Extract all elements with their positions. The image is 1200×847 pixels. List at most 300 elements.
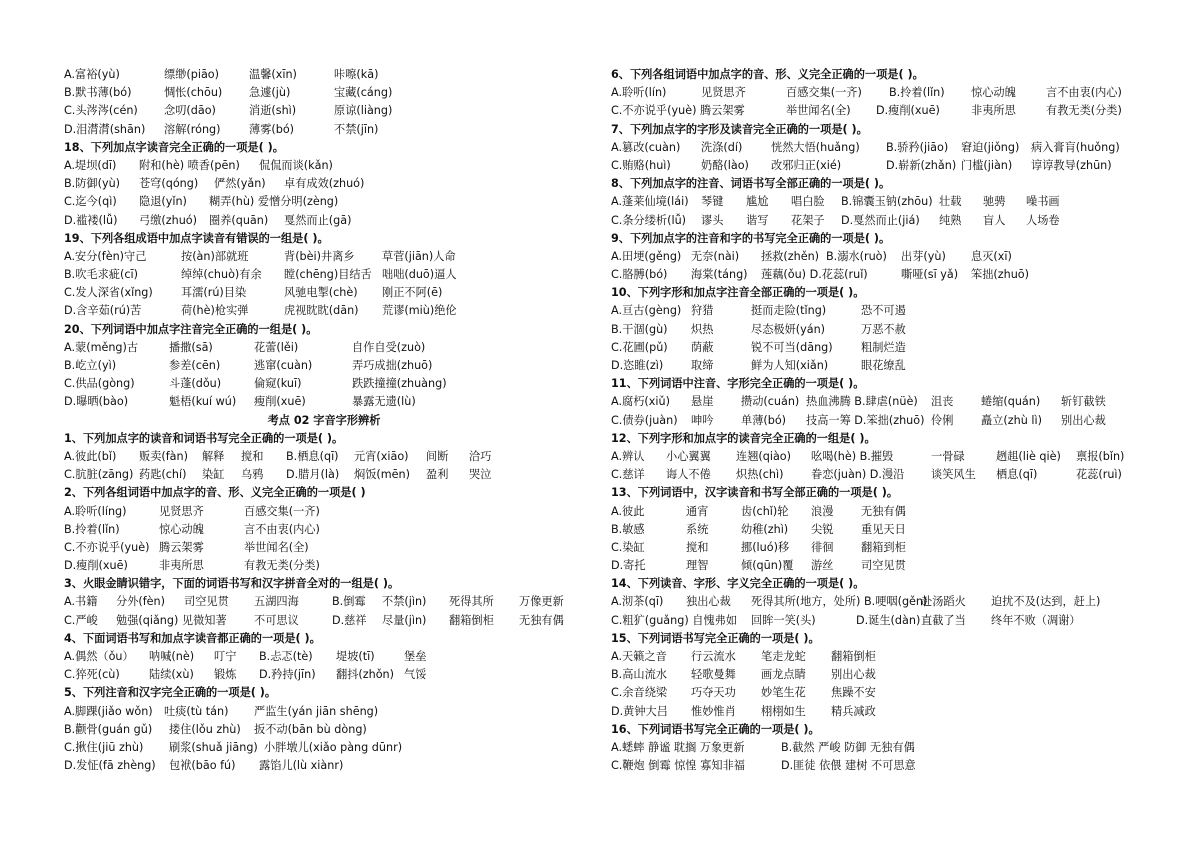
text-segment: 念叨(dāo) [164,104,216,118]
text-segment: C.猝死(cù) [64,668,120,682]
text-segment: 一骨碌 [931,449,965,463]
text-segment: C.发人深省(xǐng) [64,286,153,300]
text-segment: 挺而走险(tǐng) [751,304,827,318]
text-segment: 不禁(jīn) [334,122,379,136]
text-segment: 乌鸦 [241,468,264,482]
text-segment: 缥缈(piāo) [164,68,220,81]
text-segment: 诲人不倦 [666,468,711,482]
text-segment: A.安分(fèn)守己 [64,249,147,263]
option-line [64,375,584,393]
left-column [64,66,584,775]
text-segment: B.敏感 [611,522,645,536]
text-segment: 倫窥(kuī) [254,377,302,391]
option-line [611,521,1141,539]
text-segment: 鲜为人知(xiǎn) [751,359,829,372]
question-line [611,121,1141,139]
question-line [611,484,1141,502]
text-segment: D.泪潸潸(shān) [64,122,146,136]
text-segment: 6、下列各组词语中加点字的音、形、义完全正确的一项是( )。 [611,68,924,81]
text-segment: 谬头 [701,213,724,227]
text-segment: 糊弄(hù) 爱憎分明(zèng) [209,195,339,209]
option-line [64,648,584,666]
option-line [64,121,584,139]
text-segment: 见贤思齐 [701,86,746,100]
text-segment: 魁梧(kuí wú) [169,395,237,409]
text-segment: 系统 [686,522,709,536]
option-line [64,175,584,193]
text-segment: 栖息(qī) [996,468,1038,482]
text-segment: 通宵 [686,504,709,518]
text-segment: 非夷所思 [971,104,1016,118]
text-segment: 矗立(zhù lì) [981,413,1042,427]
text-segment: 无独有偶 [861,504,906,518]
text-segment: 草菅(jiān)人命 [382,249,456,263]
text-segment: C.余音绕梁 [611,686,668,700]
text-segment: B.截然 严峻 防御 无独有偶 [781,740,915,754]
text-segment: 尽态极妍(yán) [751,322,826,336]
option-line [611,612,1141,630]
option-line [611,157,1141,175]
text-segment: A.聆听(lín) [611,86,667,100]
text-segment: 纯熟 [939,213,962,227]
text-segment: 有教无类(分类) [244,559,320,573]
question-line [611,175,1141,193]
text-segment: 扳不动(bān bù dòng) [254,722,367,736]
option-line [611,393,1141,411]
text-segment: 徘徊 [811,540,834,554]
text-segment: 死得其所 [449,595,494,609]
text-segment: C.严峻 [64,613,98,627]
text-segment: A.天籁之音 [611,650,667,663]
text-segment: C.揪住(jiū zhù) [64,740,144,754]
text-segment: 海棠(táng) [691,268,748,282]
text-segment: 小心翼翼 [666,449,711,463]
text-segment: 吆喝(hè) B.摧毁 [811,449,894,463]
option-line [611,193,1141,211]
text-segment: 13、下列词语中，汉字读音和书写全部正确的一项是( )。 [611,486,899,500]
option-line [611,757,1141,775]
question-line [611,284,1141,302]
text-segment: C.不亦说乎(yuè) [64,540,150,554]
text-segment: 自作自受(zuò) [352,340,426,354]
text-segment: 20、下列词语中加点字注音完全正确的一组是( )。 [64,322,318,336]
text-segment: 药匙(chí) [139,468,187,482]
question-line [611,575,1141,593]
option-line [64,66,584,84]
text-segment: 急遽(jù) [249,86,291,100]
option-line [611,102,1141,120]
text-segment: 严监生(yán jiān shēng) [254,704,379,718]
text-segment: 悬崖 [691,395,714,409]
text-segment: 栩栩如生 [761,704,806,718]
text-segment: C.染缸 [611,540,645,554]
text-segment: 洽巧 [469,449,492,463]
text-segment: 热血沸腾 B.肆虐(nüè) [806,395,918,409]
text-segment: 哭泣 [469,468,492,482]
text-segment: 莲藕(ǒu) D.花蕊(ruǐ) [761,268,868,282]
text-segment: 司空见贯 [184,595,229,609]
text-segment: A.偶然（ǒu） [64,650,134,663]
text-segment: 暴露无遗(lù) [352,395,416,409]
text-segment: 翻抖(zhǒn) [336,668,395,682]
text-segment: 赴汤蹈火 [921,595,966,609]
text-segment: 惊心动魄 [159,522,204,536]
text-segment: 呐喊(nè) [149,650,195,663]
text-segment: 搅和 [686,540,709,554]
text-segment: 附和(hè) 喷香(pēn) [139,158,240,172]
text-segment: 病入膏肓(huǒng) [1031,140,1120,154]
option-line [64,393,584,411]
text-segment: A.亘古(gèng) [611,304,682,318]
text-segment: 焦躁不安 [831,686,876,700]
text-segment: C.胳膊(bó) [611,268,668,282]
text-segment: 7、下列加点字的字形及读音完全正确的一项是( )。 [611,122,868,136]
text-segment: 笨拙(zhuō) [971,268,1030,282]
text-segment: C.头涔涔(cén) [64,104,138,118]
option-line [64,666,584,684]
text-segment: 谆谆教导(zhūn) [1031,158,1112,172]
text-segment: A.堤坝(dī) [64,158,117,172]
text-segment: A.彼此(bǐ) [64,449,117,463]
text-segment: 气馁 [404,668,427,682]
option-line [64,503,584,521]
text-segment: 叮宁 [214,650,237,663]
text-segment: 巧夺天功 [691,686,736,700]
text-segment: 圈养(quān) [209,213,269,227]
text-segment: 耳濡(rú)目染 [181,286,247,300]
text-segment: 出芽(yù) [901,249,946,263]
text-segment: D.寄托 [611,559,646,573]
text-segment: 妙笔生花 [761,686,806,700]
option-line [64,357,584,375]
text-segment: 洗涤(dí) [701,140,743,154]
text-segment: B.高山流水 [611,668,667,682]
option-line [611,503,1141,521]
option-line [64,266,584,284]
option-line [64,284,584,302]
text-segment: 举世闻名(全) [786,104,851,118]
option-line [64,466,584,484]
text-segment: 虎视眈眈(dān) [284,304,359,318]
option-line [611,321,1141,339]
text-segment: A.富裕(yù) [64,68,120,81]
text-segment: A.脚踝(jiǎo wǒn) [64,704,153,718]
text-segment: 惊心动魄 [971,86,1016,100]
text-segment: D.腊月(là) [286,468,340,482]
text-segment: 腾云架雾 [159,540,204,554]
text-segment: 小胖墩儿(xiǎo pàng dūnr) [264,740,403,754]
text-segment: 司空见贯 [861,559,906,573]
text-segment: 盈利 [426,468,449,482]
text-segment: 趔趄(liè qiè) [996,449,1061,463]
text-segment: 终年不败（凋谢） [991,613,1081,627]
text-segment: 嘶哑(sī yǎ) [901,268,959,282]
option-line [64,84,584,102]
text-segment: A.腐朽(xiǔ) [611,395,670,409]
text-segment: 逃窜(cuàn) [254,359,313,372]
option-line [611,557,1141,575]
text-segment: B.颧骨(guán gǔ) [64,722,153,736]
text-segment: 游丝 [811,559,834,573]
text-segment: 倾(qūn)覆 [741,559,794,573]
text-segment: 唱白脸 [791,195,825,209]
text-segment: 花蕾(lěi) [254,340,299,354]
option-line [611,648,1141,666]
text-segment: 风驰电掣(chè) [284,286,358,300]
text-segment: 齿(chǐ)轮 [741,504,789,518]
text-segment: 不可思议 [254,613,299,627]
question-line [64,139,584,157]
text-segment: 炽热(chì) [736,468,784,482]
text-segment: 焖饭(mēn) [354,468,410,482]
option-line [64,248,584,266]
text-segment: 万像更新 [519,595,564,609]
text-segment: 侃侃而谈(kǎn) [259,158,333,172]
text-segment: 拯救(zhěn) [761,249,820,263]
text-segment: D.慈祥 [332,613,367,627]
text-segment: 狩猎 [691,304,714,318]
question-line [611,630,1141,648]
text-segment: 无奈(nài) [691,249,740,263]
text-segment: 攒动(cuán) [741,395,800,409]
text-segment: B.拎着(lǐn) [64,522,120,536]
text-segment: C.贿赂(huì) [611,158,671,172]
right-column [611,66,1141,775]
text-segment: C.条分缕析(lǚ) [611,213,687,227]
text-segment: 别出心裁 [831,668,876,682]
text-segment: 理智 [686,559,709,573]
question-line [64,684,584,702]
text-segment: 蜷缩(quán) [981,395,1041,409]
text-segment: D.崭新(zhǎn) [886,158,957,172]
text-segment: 播撒(sā) [169,340,213,354]
option-line [64,339,584,357]
text-segment: 不禁(jìn) [382,595,427,609]
text-segment: 9、下列加点字的注音和字的书写完全正确的一项是( )。 [611,231,891,245]
text-segment: 宝藏(cáng) [334,86,393,100]
text-segment: D.瘦削(xuē) [64,559,128,573]
option-line [611,266,1141,284]
text-segment: 花蕊(ruì) [1076,468,1122,482]
text-segment: 尴尬 [746,195,769,209]
text-segment: A.蟋蟀 静谧 耽搁 万象更新 [611,740,745,754]
text-segment: 8、下列加点字的注音、词语书写全部正确的一项是( )。 [611,177,891,191]
option-line [64,193,584,211]
text-segment: D.曝晒(bào) [64,395,129,409]
text-segment: 言不由衷(内心) [1046,86,1122,100]
text-segment: 消逝(shì) [249,104,297,118]
text-segment: 独出心裁 [686,595,731,609]
text-segment: B.锦囊玉钠(zhōu) [841,195,933,209]
text-segment: 轻歌曼舞 [691,668,736,682]
text-segment: 惟妙惟肖 [691,704,736,718]
text-segment: 卓有成效(zhuó) [284,177,365,191]
text-segment: 瘦削(xuē) [254,395,306,409]
option-line [64,557,584,575]
question-line [611,66,1141,84]
option-line [64,757,584,775]
text-segment: 花架子 [791,213,825,227]
text-segment: D.戛然而止(jiá) [841,213,920,227]
text-segment: 分外(fèn) [116,595,166,609]
text-segment: 露馅儿(lù xiànr) [259,759,344,773]
text-segment: 吐痰(tù tán) [164,704,229,718]
text-segment: B.干涸(gù) [611,322,668,336]
text-segment: 百感交集(一齐) [244,504,320,518]
text-segment: 无独有偶 [519,613,564,627]
text-segment: D.瘦削(xuē) [876,104,940,118]
text-segment: B.骄矜(jiāo) [886,140,949,154]
text-segment: 驰骋 [983,195,1006,209]
text-segment: B.溺水(ruò) [826,249,887,263]
text-segment: B.倒霉 [332,595,366,609]
text-segment: A.蓬莱仙境(lái) [611,195,689,209]
text-segment: 荷(hè)枪实弹 [181,304,249,318]
question-line [611,721,1141,739]
question-line [611,230,1141,248]
text-segment: 非夷所思 [159,559,204,573]
text-segment: 包袱(bāo fú) [169,759,236,773]
text-segment: 直截了当 [921,613,966,627]
text-segment: 行云流水 [691,650,736,663]
option-line [64,593,584,611]
option-line [611,466,1141,484]
option-line [64,102,584,120]
option-line [64,539,584,557]
text-segment: B.屹立(yì) [64,359,117,372]
text-segment: 14、下列读音、字形、字义完全正确的一项是( )。 [611,577,865,591]
question-line [64,430,584,448]
text-segment: 单薄(bó) [741,413,787,427]
text-segment: 15、下列词语书写完全正确的一项是( )。 [611,631,820,645]
text-segment: D.诞生(dàn) [856,613,921,627]
option-line [611,684,1141,702]
text-segment: A.辨认 [611,449,645,463]
text-segment: 2、下列各组词语中加点字的音、形、义完全正确的一项是( ) [64,486,366,500]
option-line [611,593,1141,611]
option-line [64,302,584,320]
text-segment: 4、下面词语书写和加点字读音都正确的一项是( )。 [64,631,321,645]
text-segment: 瞠(chēng)目结舌 [284,268,372,282]
text-segment: 斗蓬(dǒu) [169,377,222,391]
text-segment: 噪书画 [1026,195,1060,209]
text-segment: 万恶不赦 [861,322,906,336]
text-segment: 举世闻名(全) [244,540,309,554]
option-line [611,703,1141,721]
text-segment: 背(bèi)井离乡 [284,249,355,263]
option-line [611,212,1141,230]
text-segment: 元宵(xiāo) [354,449,409,463]
text-segment: 有教无类(分类) [1046,104,1122,118]
text-segment: B.栖息(qī) [286,449,339,463]
text-segment: 别出心裁 [1061,413,1106,427]
text-segment: A.田埂(gěng) [611,249,682,263]
option-line [611,339,1141,357]
text-segment: 勉强(qiǎng) 见微知著 [116,613,227,627]
question-line [64,230,584,248]
text-segment: 息灭(xī) [971,249,1012,263]
option-line [64,612,584,630]
text-segment: 俨然(yǎn) [214,177,266,191]
text-segment: C.鞭炮 倒霉 惊惶 寡知非福 [611,759,745,773]
text-segment: 16、下列词语书写完全正确的一项是( )。 [611,722,820,736]
text-segment: 堡垒 [404,650,427,663]
text-segment: 五湖四海 [254,595,299,609]
option-line [64,448,584,466]
text-segment: D.发怔(fā zhèng) [64,759,156,773]
text-segment: 染缸 [202,468,225,482]
text-segment: 挪(luó)移 [741,540,790,554]
text-segment: 恍然大悟(huǎng) [771,140,860,154]
text-segment: A.篡改(cuàn) [611,140,681,154]
text-segment: 锐不可当(dāng) [751,340,833,354]
text-segment: 考点 02 字音字形辨析 [267,413,381,427]
text-segment: 禀报(bǐn) [1076,449,1125,463]
text-segment: 琴键 [701,195,724,209]
text-segment: 温馨(xīn) [249,68,297,81]
text-segment: 咄咄(duō)逼人 [382,268,457,282]
text-segment: 荫蔽 [691,340,714,354]
text-segment: 浪漫 [811,504,834,518]
text-segment: 咔嚓(kā) [334,68,379,81]
text-segment: 搅和 [241,449,264,463]
text-segment: 门槛(jiàn) [961,158,1013,172]
text-segment: 技高一筹 D.笨拙(zhuō) [806,413,925,427]
text-segment: 堤坡(tī) [336,650,375,663]
text-segment: B.防御(yù) [64,177,121,191]
text-segment: C.债券(juàn) [611,413,678,427]
option-line [64,521,584,539]
option-line [64,703,584,721]
text-segment: A.沏茶(qī) [611,595,664,609]
text-segment: 画龙点睛 [761,668,806,682]
text-segment: 荒谬(miù)绝伦 [382,304,457,318]
text-segment: A.蒙(měng)古 [64,340,139,354]
text-segment: D.含辛茹(rú)苦 [64,304,142,318]
question-line [611,375,1141,393]
text-segment: 按(àn)部就班 [181,249,249,263]
question-line [64,484,584,502]
question-line [64,575,584,593]
text-segment: 人场卷 [1026,213,1060,227]
text-segment: 翻箱倒柜 [449,613,494,627]
text-segment: 粗制烂造 [861,340,906,354]
option-line [611,248,1141,266]
text-segment: 见贤思齐 [159,504,204,518]
text-segment: 弄巧成拙(zhuō) [352,359,433,372]
text-segment: D.褴褛(lǚ) [64,213,118,227]
text-segment: 19、下列各组成语中加点字读音有错误的一组是( )。 [64,231,329,245]
text-segment: 戛然而止(gā) [284,213,352,227]
text-segment: 绰绰(chuò)有余 [181,268,262,282]
text-segment: 搂住(lǒu zhù) [169,722,241,736]
text-segment: 重见天日 [861,522,906,536]
text-segment: 原谅(liàng) [334,104,393,118]
text-segment: B.忐忑(tè) [259,650,313,663]
text-segment: 窘迫(jiǒng) [961,140,1020,154]
text-segment: 5、下列注音和汉字完全正确的一项是( )。 [64,686,277,700]
option-line [64,721,584,739]
section-heading [64,412,584,430]
option-line [611,448,1141,466]
text-segment: 盲人 [983,213,1006,227]
text-segment: D.矜持(jīn) [259,668,316,682]
text-segment: C.不亦说乎(yuè) 腾云架雾 [611,104,745,118]
text-segment: 3、火眼金睛识错字，下面的词语书写和汉字拼音全对的一组是( )。 [64,577,400,591]
text-segment: A.聆听(línɡ) [64,504,127,518]
text-segment: A.书籍 [64,595,98,609]
question-line [611,430,1141,448]
